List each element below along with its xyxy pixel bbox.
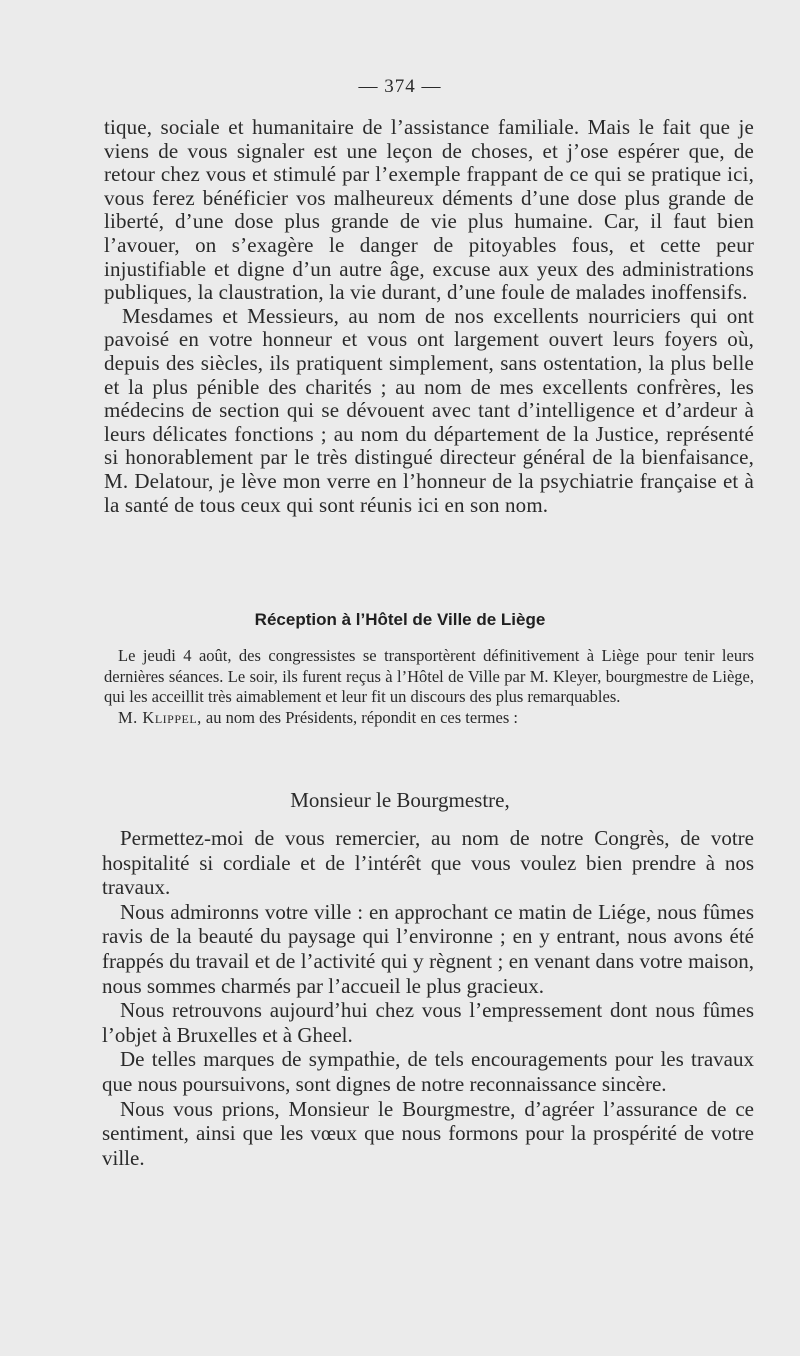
report-paragraph: Le jeudi 4 août, des congressistes se transportèrent définitivement à Liège pour tenir leurs dernières séances. Le soir, ils furent reçus à l’Hôtel de Ville par M. Kleyer, bourgmestre de Liège, qui les acceillit très aimablement et leur fit un discours des plus remarquables. bbox=[104, 646, 754, 706]
letter-salutation: Monsieur le Bourgmestre, bbox=[290, 788, 510, 812]
section-heading: Réception à l’Hôtel de Ville de Liège bbox=[254, 610, 546, 629]
intro-paragraph: tique, sociale et humanitaire de l’assistance familiale. Mais le fait que je viens de vous signaler est une leçon de choses, et j’ose espérer que, de retour chez vous et stimulé par l’exemple frappant de ce qui se pratique ici, vous ferez bénéficier vos malheureux déments d’une dose plus grande de liberté, d’une dose plus grande de vie plus humaine. Car, il faut bien l’avouer, on s’exagère le danger de pitoyables fous, et cette peur injustifiable et digne d’un autre âge, excuse aux yeux des administrations publiques, la claustration, la vie durant, d’une foule de malades inoffensifs. bbox=[104, 115, 754, 305]
letter-paragraph: Nous admironns votre ville : en approchant ce matin de Liége, nous fûmes ravis de la beauté du paysage qui l’environne ; en y entrant, nous avons été frappés du travail et de l’activité qui y règnent ; en venant dans votre maison, nous sommes charmés par l’accueil le plus gracieux. bbox=[102, 899, 754, 998]
intro-text bbox=[104, 116, 754, 517]
intro-paragraph: Mesdames et Messieurs, au nom de nos excellents nourriciers qui ont pavoisé en votre honneur et vous ont largement ouvert leurs foyers où, depuis des siècles, ils pratiquent simplement, sans ostentation, la plus belle et la plus pénible des charités ; au nom de mes excellents confrères, les médecins de section qui se dévouent avec tant d’intelligence et d’ardeur à leurs délicates fonctions ; au nom du département de la Justice, représenté si honorablement par le très distingué directeur général de la bienfaisance, M. Delatour, je lève mon verre en l’honneur de la psychiatrie française et à la santé de tous ceux qui sont réunis ici en son nom. bbox=[104, 303, 754, 517]
speaker-name: M. Klippel, bbox=[118, 707, 202, 727]
page-number: — 374 — bbox=[358, 76, 442, 97]
letter-body bbox=[102, 826, 754, 1170]
report-text bbox=[104, 646, 754, 728]
letter-paragraph: De telles marques de sympathie, de tels encouragements pour les travaux que nous poursuivons, sont dignes de notre reconnaissance sincère. bbox=[102, 1047, 754, 1096]
speaker-intro: au nom des Présidents, répondit en ces termes : bbox=[201, 707, 518, 727]
report-paragraph bbox=[104, 708, 754, 729]
letter-paragraph: Permettez-moi de vous remercier, au nom de notre Congrès, de votre hospitalité si cordiale et de l’intérêt que vous voulez bien prendre à nos travaux. bbox=[102, 826, 754, 900]
letter-paragraph: Nous vous prions, Monsieur le Bourgmestre, d’agréer l’assurance de ce sentiment, ainsi que les vœux que nous formons pour la prospérité de votre ville. bbox=[102, 1096, 754, 1170]
letter-paragraph: Nous retrouvons aujourd’hui chez vous l’empressement dont nous fûmes l’objet à Bruxelles et à Gheel. bbox=[102, 998, 754, 1047]
